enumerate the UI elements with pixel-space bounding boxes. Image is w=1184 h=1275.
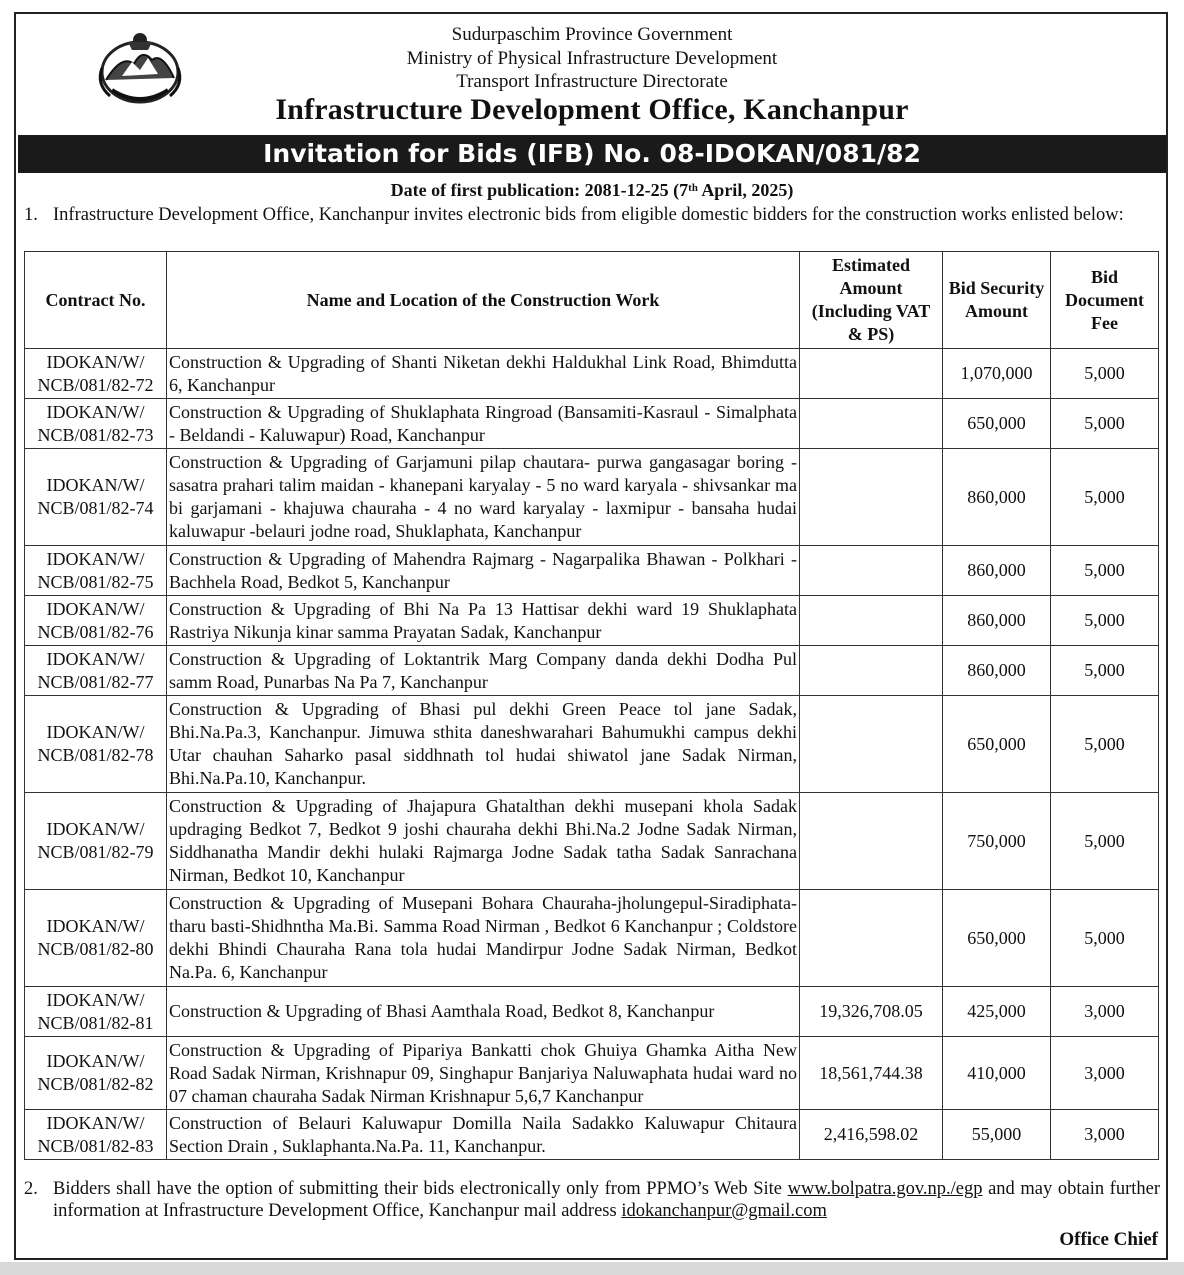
bid-security-cell: 650,000 xyxy=(943,696,1051,793)
estimated-amount-cell xyxy=(800,793,943,890)
paragraph-text-start: Bidders shall have the option of submitting their bids electronically only from PPMO’s Web Site xyxy=(53,1179,782,1199)
bid-security-cell: 425,000 xyxy=(943,987,1051,1037)
work-cell: Construction & Upgrading of Bhi Na Pa 13 Hattisar dekhi ward 19 Shuklaphata Rastriya Nikunja kinar samma Prayatan Sadak, Kanchanpur xyxy=(167,596,800,646)
contract-no-prefix: IDOKAN/W/ xyxy=(46,648,145,669)
contract-no-cell xyxy=(25,449,167,546)
contract-no-cell xyxy=(25,1110,167,1160)
bid-security-cell: 650,000 xyxy=(943,399,1051,449)
document-fee-cell: 5,000 xyxy=(1051,696,1159,793)
document-fee-cell: 5,000 xyxy=(1051,890,1159,987)
work-cell: Construction of Belauri Kaluwapur Domilla Naila Sadakko Kaluwapur Chitaura Section Drain , Suklaphanta.Na.Pa. 11, Kanchanpur. xyxy=(167,1110,800,1160)
contract-no-cell xyxy=(25,987,167,1037)
table-row xyxy=(25,349,1159,399)
paragraph-number: 1. xyxy=(24,205,38,225)
table-row xyxy=(25,449,1159,546)
office-title: Infrastructure Development Office, Kanchanpur xyxy=(275,93,909,126)
contract-no-suffix: NCB/081/82-73 xyxy=(37,424,154,445)
document-fee-cell: 5,000 xyxy=(1051,349,1159,399)
contract-no-prefix: IDOKAN/W/ xyxy=(46,351,145,372)
contract-no-suffix: NCB/081/82-83 xyxy=(37,1135,154,1156)
header-work: Name and Location of the Construction Work xyxy=(167,252,800,349)
table-row xyxy=(25,1110,1159,1160)
work-cell: Construction & Upgrading of Bhasi Aamthala Road, Bedkot 8, Kanchanpur xyxy=(167,987,800,1037)
work-cell: Construction & Upgrading of Musepani Bohara Chauraha-jholungepul-Siradiphata-tharu basti-Shidhntha Ma.Bi. Samma Road Nirman , Bedkot 6 Kanchanpur ; Coldstore dekhi Bhindi Chauraha Rana tola hudai Mandirpur Jodne Sadak Nirman, Bedkot Na.Pa. 6, Kanchanpur xyxy=(167,890,800,987)
contract-no-suffix: NCB/081/82-72 xyxy=(37,374,154,395)
table-row xyxy=(25,890,1159,987)
contract-no-suffix: NCB/081/82-74 xyxy=(37,498,154,518)
contract-no-suffix: NCB/081/82-82 xyxy=(37,1074,154,1094)
estimated-amount-cell xyxy=(800,546,943,596)
ministry-name: Ministry of Physical Infrastructure Development xyxy=(406,48,778,69)
bid-security-cell: 860,000 xyxy=(943,449,1051,546)
estimated-amount-cell xyxy=(800,696,943,793)
contract-no-cell xyxy=(25,696,167,793)
work-cell: Construction & Upgrading of Bhasi pul dekhi Green Peace tol jane Sadak, Bhi.Na.Pa.3, Kanchanpur. Jimuwa sthita daneshwarahari Bahumukhi campus dekhi Utar chauhan Saharko pasal siddhnath tol hudai shiwatol jane Sadak Nirman, Bhi.Na.Pa.10, Kanchanpur. xyxy=(167,696,800,793)
paragraph-number: 2. xyxy=(24,1179,38,1199)
work-cell: Construction & Upgrading of Shanti Niketan dekhi Haldukhal Link Road, Bhimdutta 6, Kanchanpur xyxy=(167,349,800,399)
work-cell: Construction & Upgrading of Mahendra Rajmarg - Nagarpalika Bhawan - Polkhari - Bachhela Road, Bedkot 5, Kanchanpur xyxy=(167,546,800,596)
signoff: Office Chief xyxy=(1059,1229,1158,1250)
header-bid-security: Bid Security Amount xyxy=(943,252,1051,349)
bids-table xyxy=(24,251,1159,1160)
document-fee-cell: 3,000 xyxy=(1051,1037,1159,1110)
document-fee-cell: 5,000 xyxy=(1051,596,1159,646)
table-row xyxy=(25,646,1159,696)
paragraph-text: Infrastructure Development Office, Kanchanpur invites electronic bids from eligible domestic bidders for the construction works enlisted below: xyxy=(53,205,1124,225)
estimated-amount-cell xyxy=(800,349,943,399)
contract-no-suffix: NCB/081/82-79 xyxy=(37,842,154,862)
document-fee-cell: 5,000 xyxy=(1051,546,1159,596)
contract-no-suffix: NCB/081/82-78 xyxy=(37,745,154,765)
header-estimated-amount: Estimated Amount (Including VAT & PS) xyxy=(800,252,943,349)
contract-no-cell xyxy=(25,1037,167,1110)
work-cell: Construction & Upgrading of Shuklaphata Ringroad (Bansamiti-Kasraul - Simalphata - Beldandi - Kaluwapur) Road, Kanchanpur xyxy=(167,399,800,449)
estimated-amount-cell: 19,326,708.05 xyxy=(800,987,943,1037)
paragraph-text-middle: and may obtain further information at Infrastructure Development Office, Kanchanpur mail address xyxy=(53,1179,1161,1221)
province-name: Sudurpaschim Province Government xyxy=(451,24,733,45)
bid-security-cell: 1,070,000 xyxy=(943,349,1051,399)
paragraph-2 xyxy=(24,1178,1160,1222)
contract-no-cell xyxy=(25,793,167,890)
contract-no-cell xyxy=(25,646,167,696)
document-fee-cell: 5,000 xyxy=(1051,399,1159,449)
contract-no-prefix: IDOKAN/W/ xyxy=(46,819,145,839)
table-row xyxy=(25,546,1159,596)
contract-no-prefix: IDOKAN/W/ xyxy=(46,1051,145,1071)
contract-no-cell xyxy=(25,890,167,987)
contract-no-prefix: IDOKAN/W/ xyxy=(46,548,145,569)
work-cell: Construction & Upgrading of Loktantrik Marg Company danda dekhi Dodha Pul samm Road, Punarbas Na Pa 7, Kanchanpur xyxy=(167,646,800,696)
paragraph-text xyxy=(53,1178,1160,1222)
bid-security-cell: 750,000 xyxy=(943,793,1051,890)
ppmo-website-link[interactable]: www.bolpatra.gov.np./egp xyxy=(787,1179,983,1199)
page-bottom-band xyxy=(0,1262,1184,1275)
document-fee-cell: 3,000 xyxy=(1051,987,1159,1037)
contract-no-prefix: IDOKAN/W/ xyxy=(46,989,145,1010)
work-cell: Construction & Upgrading of Pipariya Bankatti chok Ghuiya Ghamka Aitha New Road Sadak Nirman, Krishnapur 09, Singhapur Banjariya Naluwaphata hudai ward no 07 chaman chauraha Sadak Nirman Krishnapur 5,6,7 Kanchanpur xyxy=(167,1037,800,1110)
bid-security-cell: 860,000 xyxy=(943,596,1051,646)
contract-no-suffix: NCB/081/82-75 xyxy=(37,571,154,592)
estimated-amount-cell xyxy=(800,890,943,987)
bid-security-cell: 650,000 xyxy=(943,890,1051,987)
estimated-amount-cell: 18,561,744.38 xyxy=(800,1037,943,1110)
contract-no-suffix: NCB/081/82-77 xyxy=(37,671,154,692)
ifb-banner: Invitation for Bids (IFB) No. 08-IDOKAN/081/82 xyxy=(18,135,1166,173)
contract-no-suffix: NCB/081/82-76 xyxy=(37,621,154,642)
directorate-name: Transport Infrastructure Directorate xyxy=(456,71,728,92)
work-cell: Construction & Upgrading of Garjamuni pilap chautara- purwa gangasagar boring - sasatra prahari talim maidan - khanepani karyalay - 5 no ward karyala - shivsankar ma bi garjamani - khajuwa chauraha - 4 no ward karyalay - laxmipur - bansaha hudai kaluwapur -belauri jodne road, Shuklaphata, Kanchanpur xyxy=(167,449,800,546)
contract-no-cell xyxy=(25,596,167,646)
table-row xyxy=(25,399,1159,449)
estimated-amount-cell xyxy=(800,646,943,696)
contract-no-prefix: IDOKAN/W/ xyxy=(46,598,145,619)
bid-security-cell: 860,000 xyxy=(943,546,1051,596)
header-contract-no: Contract No. xyxy=(25,252,167,349)
contract-no-prefix: IDOKAN/W/ xyxy=(46,916,145,936)
contract-no-cell xyxy=(25,399,167,449)
table-row xyxy=(25,696,1159,793)
header-document-fee: Bid Document Fee xyxy=(1051,252,1159,349)
paragraph-1 xyxy=(24,204,1160,226)
table-row xyxy=(25,793,1159,890)
document-fee-cell: 5,000 xyxy=(1051,646,1159,696)
contract-no-cell xyxy=(25,349,167,399)
contract-no-prefix: IDOKAN/W/ xyxy=(46,475,145,495)
bid-security-cell: 860,000 xyxy=(943,646,1051,696)
bid-security-cell: 55,000 xyxy=(943,1110,1051,1160)
contract-no-prefix: IDOKAN/W/ xyxy=(46,401,145,422)
estimated-amount-cell xyxy=(800,399,943,449)
bid-security-cell: 410,000 xyxy=(943,1037,1051,1110)
office-email-link[interactable]: idokanchanpur@gmail.com xyxy=(621,1201,827,1221)
contract-no-suffix: NCB/081/82-80 xyxy=(37,939,154,959)
work-cell: Construction & Upgrading of Jhajapura Ghatalthan dekhi musepani khola Sadak updraging Bedkot 7, Bedkot 9 joshi chauraha dekhi Bhi.Na.2 Jodne Sadak Nirman, Siddhanatha Mandir dekhi hulaki Rajmarga Jodne Sadak tatha Sadak Sanrachana Nirman, Bedkot 10, Kanchanpur xyxy=(167,793,800,890)
table-row xyxy=(25,596,1159,646)
estimated-amount-cell xyxy=(800,449,943,546)
table-row xyxy=(25,1037,1159,1110)
estimated-amount-cell xyxy=(800,596,943,646)
contract-no-prefix: IDOKAN/W/ xyxy=(46,722,145,742)
contract-no-cell xyxy=(25,546,167,596)
estimated-amount-cell: 2,416,598.02 xyxy=(800,1110,943,1160)
document-fee-cell: 5,000 xyxy=(1051,449,1159,546)
table-row xyxy=(25,987,1159,1037)
table-header-row xyxy=(25,252,1159,349)
document-fee-cell: 5,000 xyxy=(1051,793,1159,890)
publication-date: Date of first publication: 2081-12-25 (7ᵗʰ April, 2025) xyxy=(390,180,794,200)
contract-no-suffix: NCB/081/82-81 xyxy=(37,1012,154,1033)
contract-no-prefix: IDOKAN/W/ xyxy=(46,1112,145,1133)
document-fee-cell: 3,000 xyxy=(1051,1110,1159,1160)
